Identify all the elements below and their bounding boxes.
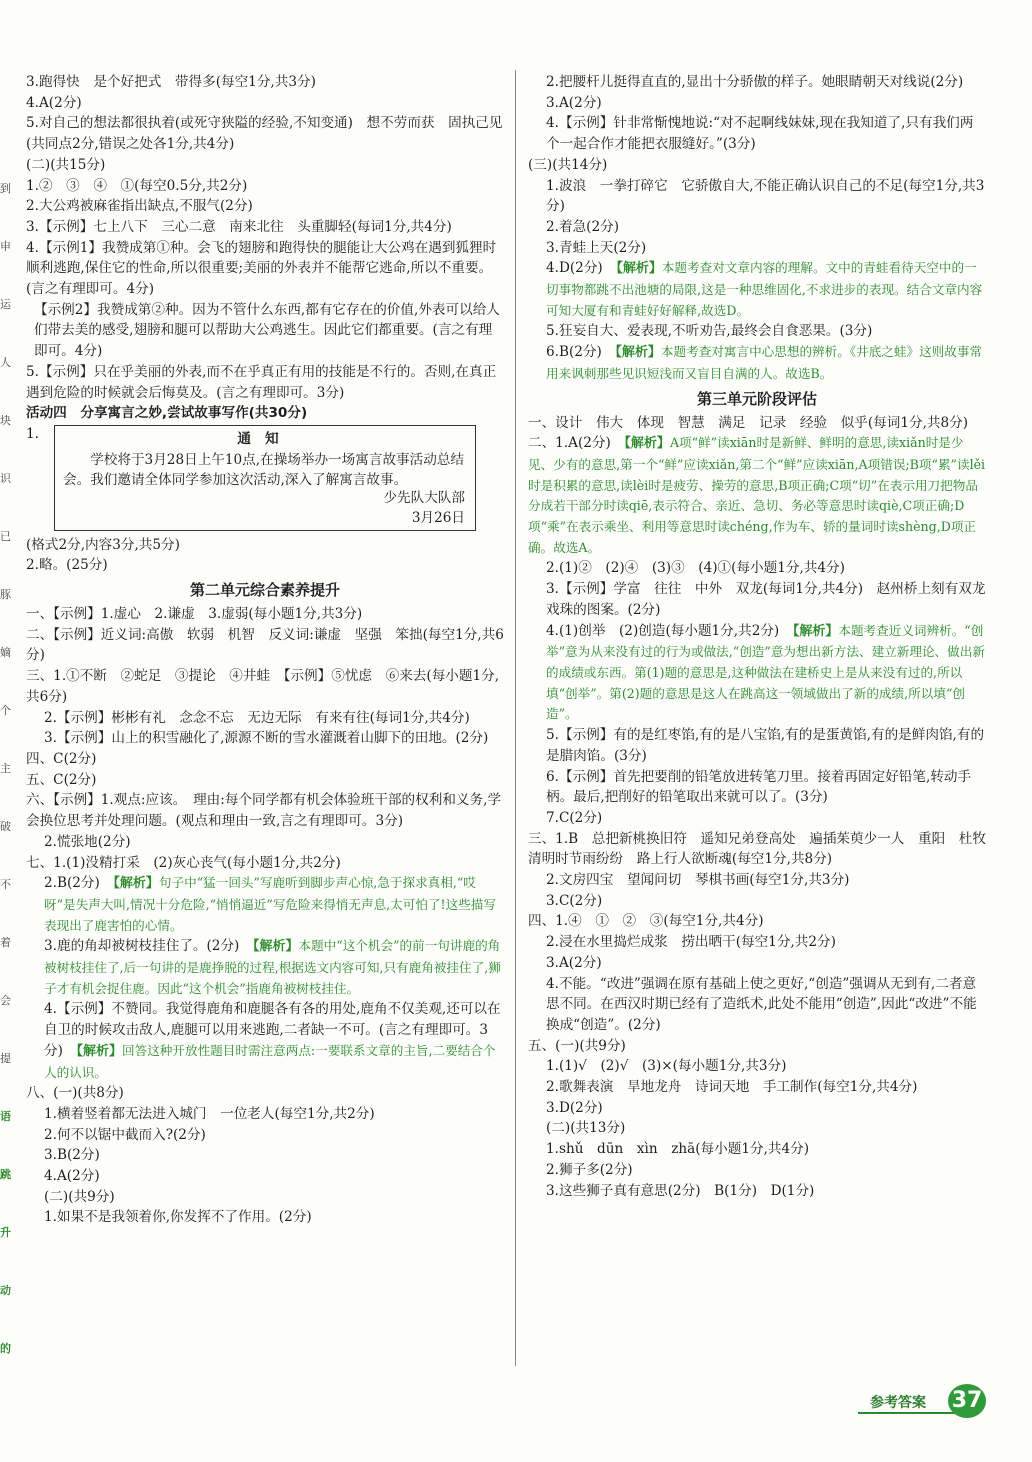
answer-line: 一、设计 伟大 体现 智慧 满足 记录 经验 似乎(每词1分,共8分) bbox=[528, 414, 969, 431]
notice-body: 学校将于3月28日上午10点,在操场举办一场寓言故事活动总结会。我们邀请全体同学参加这次活动,深入了解寓言故事。 bbox=[63, 451, 465, 488]
answer-line: 二、【示例】近义词:高傲 软弱 机智 反义词:谦虚 坚强 笨拙(每空1分,共6分) bbox=[26, 626, 504, 664]
notice-title: 通知 bbox=[237, 430, 293, 447]
answer-line: (格式2分,内容3分,共5分) bbox=[26, 536, 180, 553]
answer-line: 五、(一)(共9分) bbox=[528, 1037, 626, 1054]
edge-fragment: 着 bbox=[0, 936, 11, 949]
answer-line: 4.【示例1】我赞成第①种。会飞的翅膀和跑得快的腿能让大公鸡在遇到狐狸时顺利逃跑,保住它的性命,所以很重要;美丽的外表并不能帮它逃命,所以不重要。(言之有理即可。4分) bbox=[26, 239, 497, 298]
answer-line: 5.狂妄自大、爱表现,不听劝告,最终会自食恶果。(3分) bbox=[546, 323, 873, 340]
answer-line: 3.鹿的角却被树枝挂住了。(2分) 【解析】本题中“这个机会”的前一句讲鹿的角被树枝挂住了,后一句讲的是鹿挣脱的过程,根据选文内容可知,只有鹿角被挂住了,狮子才有机会捉住鹿。因此“这个机会”指鹿角被树枝挂住。 bbox=[44, 938, 501, 996]
column-divider bbox=[515, 70, 516, 1366]
answer-line: 2.【示例】彬彬有礼 念念不忘 无边无际 有来有往(每词1分,共4分) bbox=[44, 709, 470, 726]
edge-fragment: 申 bbox=[0, 240, 11, 253]
answer-line: 3.A(2分) bbox=[546, 94, 602, 111]
answer-line: 三、1.①不断 ②蛇足 ③提论 ④井蛙 【示例】⑤忧虑 ⑥来去(每小题1分,共6分) bbox=[26, 668, 500, 705]
answer-line: 1.② ③ ④ ①(每空0.5分,共2分) bbox=[26, 177, 248, 194]
edge-fragment: 主 bbox=[0, 762, 11, 775]
footer-rule bbox=[858, 1412, 958, 1414]
footer-label: 参考答案 bbox=[870, 1395, 926, 1411]
analysis-label: 【解析】 bbox=[76, 1043, 123, 1059]
footer-badge bbox=[858, 1384, 994, 1424]
answer-line: 7.C(2分) bbox=[546, 809, 603, 826]
answer-line: 2.文房四宝 望闻问切 琴棋书画(每空1分,共3分) bbox=[546, 872, 850, 889]
edge-fragment: 动 bbox=[0, 1284, 11, 1297]
analysis-text: 本题中“这个机会”的前一句讲鹿的角被树枝挂住了,后一句讲的是鹿挣脱的过程,根据选文内容可知,只有鹿角被挂住了,狮子才有机会捉住鹿。因此“这个机会”指鹿角被树枝挂住。 bbox=[44, 938, 501, 996]
analysis-text: 本题考查对寓言中心思想的辨析。《井底之蛙》这则故事常用来讽刺那些见识短浅而又盲目自满的人。故选B。 bbox=[546, 344, 983, 381]
analysis-label: 【解析】 bbox=[252, 939, 299, 955]
answer-line: 6.【示例】首先把要削的铅笔放进转笔刀里。接着再固定好铅笔,转动手柄。最后,把削好的铅笔取出来就可以了。(3分) bbox=[546, 768, 972, 806]
answer-line: 4.不能。“改进”强调在原有基础上使之更好,“创造”强调从无到有,二者意思不同。在西汉时期已经有了造纸术,此处不能用“创造”,因此“改进”不能换成“创造”。(2分) bbox=[546, 975, 977, 1033]
edge-fragment: 块 bbox=[0, 414, 11, 427]
edge-fragment: 人 bbox=[0, 356, 11, 369]
edge-fragment: 破 bbox=[0, 820, 11, 833]
answer-line: 3.B(2分) bbox=[44, 1147, 100, 1164]
analysis-text: A项“鲜”读xiān时是新鲜、鲜明的意思,读xiǎn时是少见、少有的意思,第一个“鲜”应读xiǎn,第二个“鲜”应读xiān,A项错误;B项“累”读lěi时是积累的意思,读lèi时是疲劳、操劳的意思,B项正确;C项“切”在表示用刀把物品分成若干部分时读qiē,表示符合、亲近、急切、务必等意思时读qiè,C项正确;D项“乘”在表示乘坐、利用等意思时读chéng,作为车、轿的量词时读shèng,D项正确。故选A。 bbox=[528, 435, 986, 555]
answer-line: 2.慌张地(2分) bbox=[44, 833, 131, 850]
section-heading: 第二单元综合素养提升 bbox=[189, 581, 340, 600]
edge-fragment: 个 bbox=[0, 704, 11, 717]
edge-fragment: 会 bbox=[0, 994, 11, 1007]
answer-line: 4.A(2分) bbox=[44, 1168, 100, 1185]
notice-box bbox=[54, 425, 476, 531]
answer-line: 5.对自己的想法都很执着(或死守狭隘的经验,不知变通) 想不劳而获 固执己见(共同点2分,错误之处各1分,共4分) bbox=[26, 115, 503, 153]
notice-number: 1. bbox=[26, 425, 39, 442]
analysis-label: 【解析】 bbox=[113, 876, 159, 892]
edge-fragment: 到 bbox=[0, 182, 11, 195]
answer-line: (二)(共15分) bbox=[26, 156, 106, 173]
right-column bbox=[528, 72, 1000, 1201]
answer-line: 3.C(2分) bbox=[546, 892, 603, 909]
answer-line: 3.跑得快 是个好把式 带得多(每空1分,共3分) bbox=[26, 74, 316, 90]
answer-line: 3.D(2分) bbox=[546, 1099, 603, 1116]
page-number: 37 bbox=[948, 1384, 986, 1418]
edge-fragment: 已 bbox=[0, 530, 11, 543]
analysis-label: 【解析】 bbox=[624, 436, 670, 452]
answer-line: 四、1.④ ① ② ③(每空1分,共4分) bbox=[528, 913, 764, 930]
answer-line: 2.(1)② (2)④ (3)③ (4)①(每小题1分,共4分) bbox=[546, 560, 845, 577]
answer-line: 2.浸在水里捣烂成浆 捞出晒干(每空1分,共2分) bbox=[546, 934, 836, 951]
analysis-label: 【解析】 bbox=[615, 345, 661, 361]
answer-line: 四、C(2分) bbox=[26, 750, 97, 767]
answer-line: 2.略。(25分) bbox=[26, 557, 108, 574]
answer-line: 3.这些狮子真有意思(2分) B(1分) D(1分) bbox=[546, 1182, 815, 1199]
answer-line: 4.【示例】针非常惭愧地说:“对不起啊线妹妹,现在我知道了,只有我们两个一起合作才能把衣服缝好。”(3分) bbox=[546, 115, 974, 153]
answer-line: 1.横着竖着都无法进入城门 一位老人(每空1分,共2分) bbox=[44, 1105, 375, 1122]
answer-line: 5.【示例】有的是红枣馅,有的是八宝馅,有的是蛋黄馅,有的是鲜肉馅,有的是腊肉馅。(3分) bbox=[546, 727, 985, 764]
answer-line: 3.A(2分) bbox=[546, 954, 602, 971]
analysis-text: 本题考查近义词辨析。“创举”意为从来没有过的行为或做法,“创造”意为想出新方法、建立新理论、做出新的成绩或东西。第(1)题的意思是,这种做法在建桥史上是从来没有过的,所以填“创举”。第(2)题的意思是这人在跳高这一领域做出了新的成绩,所以填“创造”。 bbox=[546, 622, 985, 722]
answer-line: 6.B(2分) 【解析】本题考查对寓言中心思想的辨析。《井底之蛙》这则故事常用来讽刺那些见识短浅而又盲目自满的人。故选B。 bbox=[546, 344, 983, 381]
edge-fragment: 提 bbox=[0, 1052, 11, 1065]
answer-line: 1.波浪 一拳打碎它 它骄傲自大,不能正确认识自己的不足(每空1分,共3分) bbox=[546, 177, 985, 215]
answer-line: 1.shǔ dūn xìn zhā(每小题1分,共4分) bbox=[546, 1141, 810, 1158]
answer-line: 5.【示例】只在乎美丽的外表,而不在乎真正有用的技能是不行的。否则,在真正遇到危险的时候就会后悔莫及。(言之有理即可。3分) bbox=[26, 363, 497, 401]
left-column bbox=[26, 72, 504, 1228]
analysis-label: 【解析】 bbox=[792, 623, 839, 639]
edge-fragment: 识 bbox=[0, 472, 11, 485]
answer-line: 1.(1)√ (2)√ (3)×(每小题1分,共3分) bbox=[546, 1058, 787, 1075]
answer-line: 2.把腰杆儿挺得直直的,显出十分骄傲的样子。她眼睛朝天对线说(2分) bbox=[546, 74, 964, 90]
edge-fragment: 跳 bbox=[0, 1168, 11, 1181]
analysis-text: 回答这种开放性题目时需注意两点:一要联系文章的主旨,二要结合个人的认识。 bbox=[44, 1042, 496, 1080]
answer-line: 3.青蛙上天(2分) bbox=[546, 239, 647, 256]
answer-line: 4.D(2分) 【解析】本题考查对文章内容的理解。文中的青蛙看待天空中的一切事物都跳不出池塘的局限,这是一种思维固化,不求进步的表现。结合文章内容可知大厦有和青蛙好好解释,故选D。 bbox=[546, 260, 983, 318]
answer-line: 3.【示例】山上的积雪融化了,源源不断的雪水灌溉着山脚下的田地。(2分) bbox=[44, 730, 489, 747]
analysis-label: 【解析】 bbox=[616, 261, 662, 277]
answer-line: 4.【示例】不赞同。我觉得鹿角和鹿腿各有各的用处,鹿角不仅美观,还可以在自卫的时候攻击敌人,鹿腿可以用来逃跑,二者缺一不可。(言之有理即可。3分) 【解析】回答这种开放性题目时需注意两点:一要联系文章的主旨,二要结合个人的认识。 bbox=[44, 1001, 501, 1080]
answer-line: 2.何不以锯中截而入?(2分) bbox=[44, 1126, 206, 1143]
edge-fragment: 嫡 bbox=[0, 646, 11, 659]
answer-line: 3.【示例】七上八下 三心二意 南来北往 头重脚轻(每词1分,共4分) bbox=[26, 218, 452, 235]
answer-line: 七、1.(1)没精打采 (2)灰心丧气(每小题1分,共2分) bbox=[26, 854, 341, 871]
answer-line: 八、(一)(共8分) bbox=[26, 1085, 124, 1102]
section-heading: 第三单元阶段评估 bbox=[696, 389, 817, 408]
edge-fragment: 不 bbox=[0, 878, 11, 891]
notice-signer: 少先队大队部 bbox=[383, 489, 465, 506]
answer-line: 2.歌舞表演 旱地龙舟 诗词天地 手工制作(每空1分,共4分) bbox=[546, 1079, 918, 1096]
analysis-text: 句子中“猛一回头”写鹿听到脚步声心惊,急于探求真相,“哎呀”是失声大叫,情况十分危险,“悄悄逼近”写危险来得悄无声息,太可怕了!这些描写表现出了鹿害怕的心情。 bbox=[44, 875, 496, 933]
answer-line: 2.狮子多(2分) bbox=[546, 1161, 633, 1178]
edge-fragment: 语 bbox=[0, 1110, 11, 1123]
answer-line: (三)(共14分) bbox=[528, 156, 608, 173]
edge-fragment: 运 bbox=[0, 298, 11, 311]
edge-fragment: 升 bbox=[0, 1226, 11, 1239]
answer-line: 五、C(2分) bbox=[26, 771, 97, 788]
edge-fragment: 豚 bbox=[0, 588, 11, 601]
edge-fragment: 的 bbox=[0, 1342, 11, 1355]
answer-line: 2.B(2分) 【解析】句子中“猛一回头”写鹿听到脚步声心惊,急于探求真相,“哎呀”是失声大叫,情况十分危险,“悄悄逼近”写危险来得悄无声息,太可怕了!这些描写表现出了鹿害怕的心情。 bbox=[44, 875, 496, 933]
answer-line: (二)(共13分) bbox=[546, 1120, 626, 1137]
answer-line: 三、1.B 总把新桃换旧符 遥知兄弟登高处 遍插茱萸少一人 重阳 杜牧 清明时节雨纷纷 路上行人欲断魂(每空1分,共8分) bbox=[528, 830, 1000, 868]
answer-line: 活动四 分享寓言之妙,尝试故事写作(共30分) bbox=[26, 405, 308, 422]
notice-signature bbox=[383, 488, 465, 528]
answer-line: 4.A(2分) bbox=[26, 94, 82, 111]
answer-line: (二)(共9分) bbox=[44, 1188, 115, 1205]
answer-line: 六、【示例】1.观点:应该。 理由:每个同学都有机会体验班干部的权利和义务,学会换位思考并处理问题。(观点和理由一致,言之有理即可。3分) bbox=[26, 792, 502, 830]
answer-line: 4.(1)创举 (2)创造(每小题1分,共2分) 【解析】本题考查近义词辨析。“创举”意为从来没有过的行为或做法,“创造”意为想出新方法、建立新理论、做出新的成绩或东西。第(1)题的意思是,这种做法在建桥史上是从来没有过的,所以填“创举”。第(2)题的意思是这人在跳高这一领域做出了新的成绩,所以填“创造”。 bbox=[546, 622, 985, 722]
answer-line: 2.着急(2分) bbox=[546, 218, 620, 235]
answer-line: 3.【示例】学富 往往 中外 双龙(每词1分,共4分) 赵州桥上刻有双龙戏珠的图案。(2分) bbox=[546, 581, 986, 618]
answer-line: 【示例2】我赞成第②种。因为不管什么东西,都有它存在的价值,外表可以给人们带去美的感受,翅膀和腿可以帮助大公鸡逃生。因此它们都重要。(言之有理即可。4分) bbox=[34, 301, 500, 360]
analysis-text: 本题考查对文章内容的理解。文中的青蛙看待天空中的一切事物都跳不出池塘的局限,这是一种思维固化,不求进步的表现。结合文章内容可知大厦有和青蛙好好解释,故选D。 bbox=[546, 260, 983, 318]
answer-line: 二、1.A(2分) 【解析】A项“鲜”读xiān时是新鲜、鲜明的意思,读xiǎn时是少见、少有的意思,第一个“鲜”应读xiǎn,第二个“鲜”应读xiān,A项错误;B项“累”读lěi时是积累的意思,读lèi时是疲劳、操劳的意思,B项正确;C项“切”在表示用刀把物品分成若干部分时读qiē,表示符合、亲近、急切、务必等意思时读qiè,C项正确;D项“乘”在表示乘坐、利用等意思时读chéng,作为车、轿的量词时读shèng,D项正确。故选A。 bbox=[528, 435, 986, 555]
notice-date: 3月26日 bbox=[411, 509, 465, 526]
answer-line: 2.大公鸡被麻雀指出缺点,不服气(2分) bbox=[26, 198, 253, 215]
answer-line: 1.如果不是我领着你,你发挥不了作用。(2分) bbox=[44, 1209, 312, 1226]
answer-line: 一、【示例】1.虚心 2.谦虚 3.虚弱(每小题1分,共3分) bbox=[26, 606, 363, 623]
